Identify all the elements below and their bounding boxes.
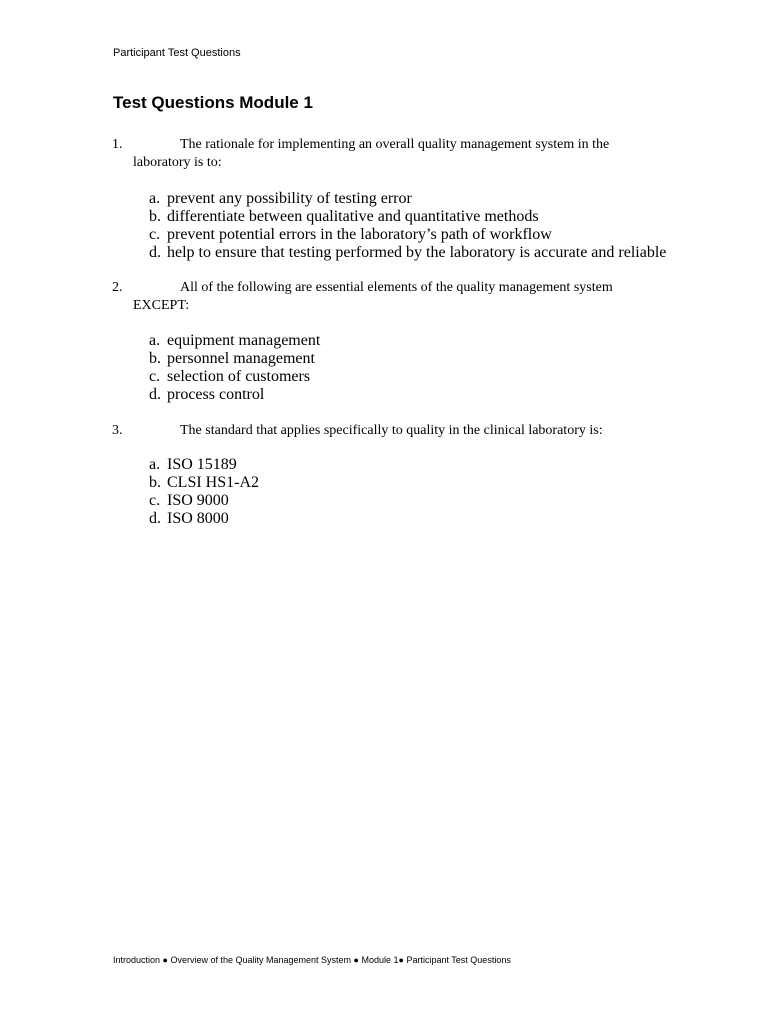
option-text: prevent any possibility of testing error xyxy=(167,190,412,207)
option-text: ISO 9000 xyxy=(167,492,229,509)
answer-option xyxy=(0,190,768,208)
option-text: process control xyxy=(167,386,265,403)
answer-option xyxy=(0,456,768,474)
question-1-options xyxy=(0,190,768,262)
option-text: help to ensure that testing performed by the laboratory is accurate and reliable xyxy=(167,244,667,261)
option-text: differentiate between qualitative and quantitative methods xyxy=(167,208,539,225)
page-footer: Introduction ● Overview of the Quality Management System ● Module 1● Participant Test Questions xyxy=(113,955,511,965)
answer-option xyxy=(0,350,768,368)
question-number: 2. xyxy=(112,280,123,295)
option-text: equipment management xyxy=(167,332,321,349)
answer-option xyxy=(0,474,768,492)
question-text-continued: EXCEPT: xyxy=(133,298,190,313)
option-letter: a. xyxy=(149,332,161,349)
answer-option xyxy=(0,332,768,350)
answer-option xyxy=(0,510,768,528)
option-text: ISO 8000 xyxy=(167,510,229,527)
question-text: The rationale for implementing an overall quality management system in the xyxy=(180,137,610,152)
question-text-continued: laboratory is to: xyxy=(133,155,222,170)
option-letter: c. xyxy=(149,226,161,243)
option-letter: d. xyxy=(149,510,161,527)
page-title: Test Questions Module 1 xyxy=(113,93,313,112)
answer-option xyxy=(0,244,768,262)
option-letter: a. xyxy=(149,456,161,473)
answer-option xyxy=(0,226,768,244)
option-text: personnel management xyxy=(167,350,315,367)
question-text: The standard that applies specifically to quality in the clinical laboratory is: xyxy=(180,423,603,438)
answer-option xyxy=(0,492,768,510)
option-letter: b. xyxy=(149,350,161,367)
option-text: ISO 15189 xyxy=(167,456,237,473)
option-text: CLSI HS1-A2 xyxy=(167,474,260,491)
option-letter: b. xyxy=(149,208,161,225)
question-3-options xyxy=(0,456,768,528)
question-number: 1. xyxy=(112,137,123,152)
page-header: Participant Test Questions xyxy=(113,47,241,59)
option-letter: a. xyxy=(149,190,161,207)
option-text: selection of customers xyxy=(167,368,311,385)
option-letter: d. xyxy=(149,244,161,261)
answer-option xyxy=(0,386,768,404)
option-text: prevent potential errors in the laboratory’s path of workflow xyxy=(167,226,552,243)
question-text: All of the following are essential elements of the quality management system xyxy=(180,280,613,295)
option-letter: d. xyxy=(149,386,161,403)
question-2-options xyxy=(0,332,768,404)
answer-option xyxy=(0,208,768,226)
question-number: 3. xyxy=(112,423,123,438)
option-letter: c. xyxy=(149,368,161,385)
answer-option xyxy=(0,368,768,386)
option-letter: c. xyxy=(149,492,161,509)
option-letter: b. xyxy=(149,474,161,491)
